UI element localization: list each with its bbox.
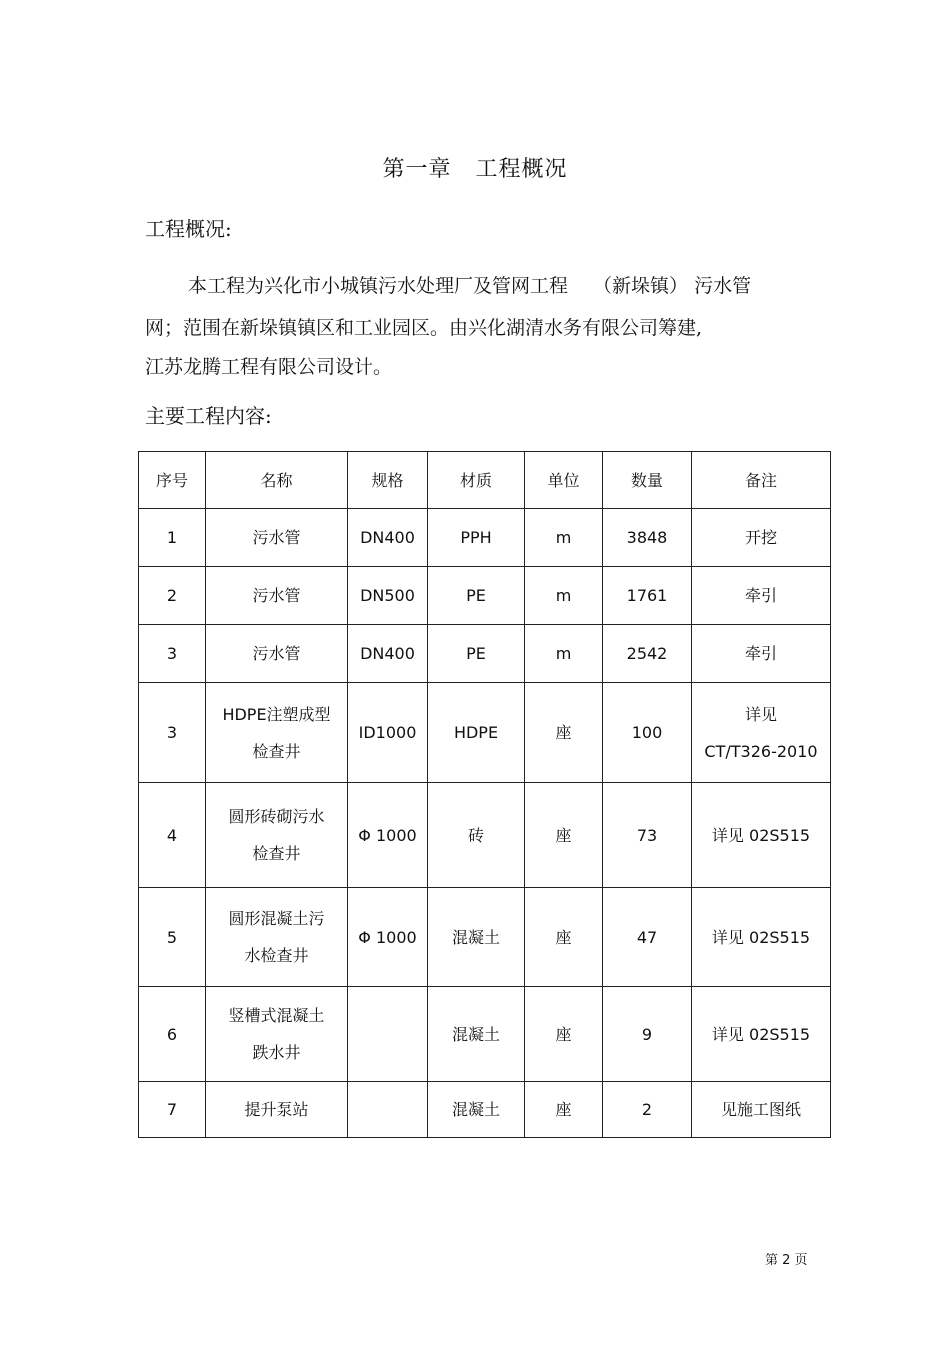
- cell-name: [206, 888, 348, 987]
- cell-note: 详见 02S515: [692, 888, 831, 987]
- cell-material: 砖: [428, 783, 525, 888]
- cell-spec: Φ 1000: [348, 888, 428, 987]
- cell-note: 开挖: [692, 509, 831, 567]
- cell-note: [692, 683, 831, 783]
- cell-note-line-1: 详见: [744, 704, 777, 724]
- cell-qty: 2542: [603, 625, 692, 683]
- header-name: 名称: [206, 452, 348, 509]
- table-row: [139, 509, 831, 567]
- cell-qty: 1761: [603, 567, 692, 625]
- cell-name: 污水管: [206, 625, 348, 683]
- cell-name: 提升泵站: [206, 1082, 348, 1138]
- overview-paragraph-line-2: 网；范围在新垛镇镇区和工业园区。由兴化湖清水务有限公司筹建,: [145, 317, 703, 339]
- cell-name: [206, 683, 348, 783]
- cell-spec: DN400: [348, 625, 428, 683]
- cell-qty: 47: [603, 888, 692, 987]
- overview-heading: 工程概况:: [145, 217, 232, 241]
- cell-name: [206, 987, 348, 1082]
- header-note: 备注: [692, 452, 831, 509]
- cell-no: 6: [139, 987, 206, 1082]
- cell-no: 3: [139, 625, 206, 683]
- cell-qty: 3848: [603, 509, 692, 567]
- cell-note: 见施工图纸: [692, 1082, 831, 1138]
- cell-unit: m: [525, 625, 603, 683]
- page-number: 第 2 页: [765, 1253, 808, 1268]
- cell-name: [206, 783, 348, 888]
- header-material: 材质: [428, 452, 525, 509]
- cell-spec: [348, 987, 428, 1082]
- cell-material: PE: [428, 625, 525, 683]
- cell-no: 1: [139, 509, 206, 567]
- cell-name-line-2: 检查井: [252, 844, 301, 863]
- cell-name: 污水管: [206, 567, 348, 625]
- cell-unit: m: [525, 567, 603, 625]
- table-row: [139, 567, 831, 625]
- cell-qty: 100: [603, 683, 692, 783]
- cell-name-line-1: 竖槽式混凝土: [228, 1006, 325, 1025]
- overview-paragraph-line-3: 江苏龙腾工程有限公司设计。: [145, 356, 393, 378]
- cell-spec: Φ 1000: [348, 783, 428, 888]
- cell-material: 混凝土: [428, 987, 525, 1082]
- cell-spec: ID1000: [348, 683, 428, 783]
- chapter-title: [0, 152, 950, 183]
- cell-qty: 2: [603, 1082, 692, 1138]
- cell-name-line-2: 跌水井: [252, 1043, 301, 1062]
- overview-paragraph-line-1: 本工程为兴化市小城镇污水处理厂及管网工程 （新垛镇） 污水管: [188, 275, 752, 297]
- table-header-row: [139, 452, 831, 509]
- cell-name: 污水管: [206, 509, 348, 567]
- cell-name-line-2: 检查井: [252, 741, 301, 761]
- cell-name-line-2: 水检查井: [244, 946, 309, 965]
- cell-spec: [348, 1082, 428, 1138]
- table-row: [139, 987, 831, 1082]
- header-qty: 数量: [603, 452, 692, 509]
- cell-no: 7: [139, 1082, 206, 1138]
- cell-note: 牵引: [692, 625, 831, 683]
- table-row: [139, 625, 831, 683]
- cell-name-line-1: 圆形砖砌污水: [228, 807, 325, 826]
- cell-name-line-1: 圆形混凝土污: [228, 909, 325, 928]
- cell-material: HDPE: [428, 683, 525, 783]
- cell-unit: 座: [525, 987, 603, 1082]
- cell-material: 混凝土: [428, 888, 525, 987]
- cell-no: 5: [139, 888, 206, 987]
- works-table: [138, 451, 831, 1138]
- cell-name-line-1: HDPE注塑成型: [222, 704, 331, 724]
- cell-note-line-2: CT/T326-2010: [704, 741, 818, 761]
- table-row: [139, 1082, 831, 1138]
- cell-note: 详见 02S515: [692, 783, 831, 888]
- cell-unit: 座: [525, 783, 603, 888]
- cell-material: PPH: [428, 509, 525, 567]
- cell-no: 2: [139, 567, 206, 625]
- cell-qty: 73: [603, 783, 692, 888]
- header-spec: 规格: [348, 452, 428, 509]
- table-row: [139, 783, 831, 888]
- main-content-heading: 主要工程内容:: [145, 404, 272, 428]
- cell-no: 4: [139, 783, 206, 888]
- table-row: [139, 888, 831, 987]
- cell-unit: 座: [525, 1082, 603, 1138]
- cell-unit: 座: [525, 888, 603, 987]
- cell-note: 牵引: [692, 567, 831, 625]
- cell-unit: 座: [525, 683, 603, 783]
- cell-material: 混凝土: [428, 1082, 525, 1138]
- table-row: [139, 683, 831, 783]
- header-no: 序号: [139, 452, 206, 509]
- chapter-number: 第一章: [382, 157, 452, 182]
- cell-material: PE: [428, 567, 525, 625]
- chapter-name: 工程概况: [475, 157, 568, 182]
- header-unit: 单位: [525, 452, 603, 509]
- cell-spec: DN500: [348, 567, 428, 625]
- cell-unit: m: [525, 509, 603, 567]
- cell-qty: 9: [603, 987, 692, 1082]
- cell-spec: DN400: [348, 509, 428, 567]
- cell-no: 3: [139, 683, 206, 783]
- cell-note: 详见 02S515: [692, 987, 831, 1082]
